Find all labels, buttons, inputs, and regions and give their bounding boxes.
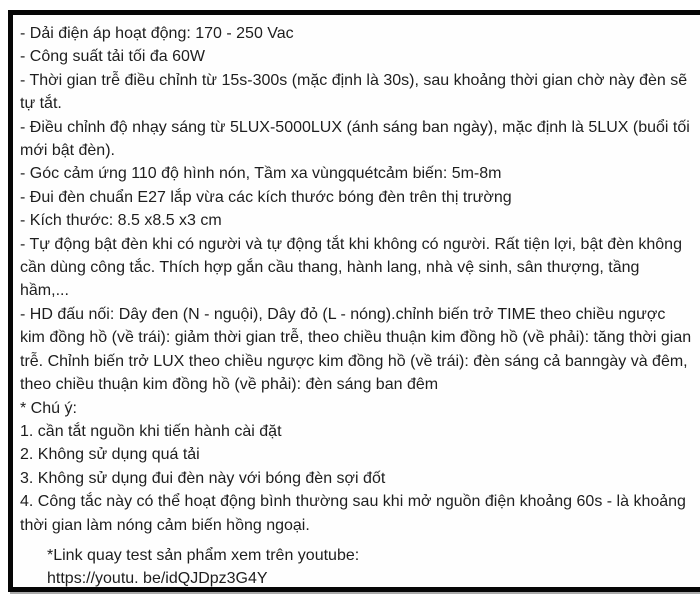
spec-line-lux: - Điều chỉnh độ nhạy sáng từ 5LUX-5000LUX (ánh sáng ban ngày), mặc định là 5LUX (buổi tối mới bật đèn). xyxy=(20,118,690,160)
note-3: 3. Không sử dụng đui đèn này với bóng đèn sợi đốt xyxy=(20,469,386,487)
spec-line-power: - Công suất tải tối đa 60W xyxy=(20,48,205,66)
spec-line-dimensions: - Kích thước: 8.5 x8.5 x3 cm xyxy=(20,212,222,230)
note-1: 1. cần tắt nguồn khi tiến hành cài đặt xyxy=(20,422,282,440)
spec-line-wiring: - HD đấu nối: Dây đen (N - nguội), Dây đỏ (L - nóng).chỉnh biến trở TIME theo chiều ngược kim đồng hồ (về trái): giảm thời gian trễ, theo chiều thuận kim đồng hồ (về phải): tăng thời gian trễ. Chỉnh biến trở LUX theo chiều ngược kim đồng hồ (về trái): đèn sáng cả banngày và đêm, theo chiều thuận kim đồng hồ (về phải): đèn sáng ban đêm xyxy=(20,305,692,394)
spec-line-voltage: - Dải điện áp hoạt động: 170 - 250 Vac xyxy=(20,25,294,42)
note-4: 4. Công tắc này có thể hoạt động bình thường sau khi mở nguồn điện khoảng 60s - là khoảng thời gian làm nóng cảm biến hồng ngoại. xyxy=(20,493,686,534)
note-2: 2. Không sử dụng quá tải xyxy=(20,446,200,464)
youtube-url: https://youtu. be/idQJDpz3G4Y xyxy=(47,570,268,588)
youtube-note: *Link quay test sản phẩm xem trên youtube: xyxy=(47,546,360,564)
spec-line-socket: - Đui đèn chuẩn E27 lắp vừa các kích thước bóng đèn trên thị trường xyxy=(20,188,512,206)
spec-line-delay: - Thời gian trễ điều chỉnh từ 15s-300s (mặc định là 30s), sau khoảng thời gian chờ này đèn sẽ tự tắt. xyxy=(20,71,688,113)
spec-line-angle: - Góc cảm ứng 110 độ hình nón, Tầm xa vùngquétcảm biến: 5m-8m xyxy=(20,165,502,183)
youtube-link-block xyxy=(20,544,692,591)
notes-heading: * Chú ý: xyxy=(20,399,77,417)
spec-document-box xyxy=(8,10,700,592)
spec-line-auto-onoff: - Tự động bật đèn khi có người và tự động tắt khi không có người. Rất tiện lợi, bật đèn không cần dùng công tắc. Thích hợp gắn cầu thang, hành lang, nhà vệ sinh, sân thượng, tầng hầm,... xyxy=(20,235,682,300)
